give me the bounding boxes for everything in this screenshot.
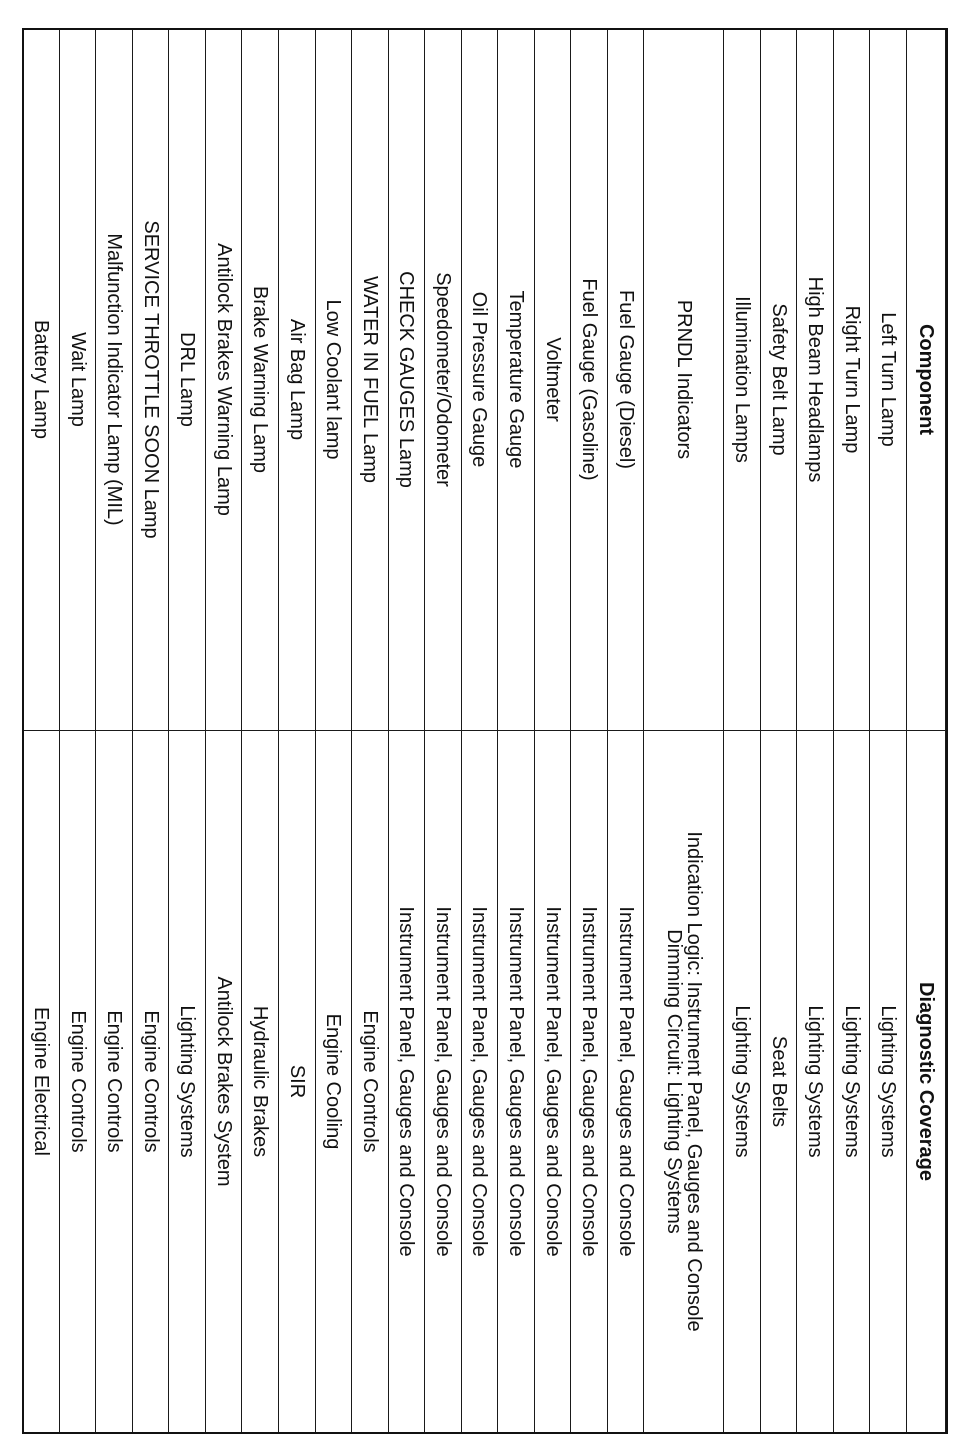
component-cell: Right Turn Lamp [833, 29, 870, 731]
table-header-row [907, 29, 946, 1433]
diagnostic-coverage-table [22, 28, 946, 1432]
table-row [870, 29, 907, 1433]
table-row [534, 29, 571, 1433]
component-cell: PRNDL Indicators [644, 29, 724, 731]
table-row [132, 29, 169, 1433]
component-cell: Voltmeter [534, 29, 571, 731]
table-row [205, 29, 242, 1433]
table-row [607, 29, 644, 1433]
table-row [724, 29, 761, 1433]
table-row [425, 29, 462, 1433]
table-row [352, 29, 389, 1433]
table-row [242, 29, 279, 1433]
header-diagnostic-coverage: Diagnostic Coverage [907, 731, 946, 1433]
coverage-line-dimming-circuit: Dimming Circuit: Lighting Systems [662, 929, 685, 1234]
header-component: Component [907, 29, 946, 731]
table-row [498, 29, 535, 1433]
coverage-cell: Hydraulic Brakes [242, 731, 279, 1433]
component-cell: Speedometer/Odometer [425, 29, 462, 731]
table-row [279, 29, 316, 1433]
coverage-cell: Engine Controls [59, 731, 96, 1433]
table-row [59, 29, 96, 1433]
table-row [833, 29, 870, 1433]
coverage-cell: Engine Controls [96, 731, 133, 1433]
coverage-cell: Engine Cooling [315, 731, 352, 1433]
coverage-cell: Instrument Panel, Gauges and Console [498, 731, 535, 1433]
coverage-cell: Instrument Panel, Gauges and Console [388, 731, 425, 1433]
table-row [23, 29, 60, 1433]
coverage-cell: Instrument Panel, Gauges and Console [425, 731, 462, 1433]
coverage-cell: Antilock Brakes System [205, 731, 242, 1433]
coverage-cell: Engine Controls [132, 731, 169, 1433]
coverage-cell: Instrument Panel, Gauges and Console [607, 731, 644, 1433]
coverage-cell: Seat Belts [760, 731, 797, 1433]
table-row [571, 29, 608, 1433]
coverage-cell: Lighting Systems [797, 731, 834, 1433]
coverage-cell: Lighting Systems [724, 731, 761, 1433]
component-cell: SERVICE THROTTLE SOON Lamp [132, 29, 169, 731]
component-cell: Brake Warning Lamp [242, 29, 279, 731]
component-cell: Left Turn Lamp [870, 29, 907, 731]
rotated-table-container [22, 28, 946, 1432]
coverage-cell: Lighting Systems [833, 731, 870, 1433]
component-cell: CHECK GAUGES Lamp [388, 29, 425, 731]
component-cell: DRL Lamp [169, 29, 206, 731]
table-row [644, 29, 724, 1433]
coverage-cell: Instrument Panel, Gauges and Console [534, 731, 571, 1433]
component-cell: Oil Pressure Gauge [461, 29, 498, 731]
coverage-cell: Instrument Panel, Gauges and Console [461, 731, 498, 1433]
table-row [169, 29, 206, 1433]
table-row [760, 29, 797, 1433]
table-row [797, 29, 834, 1433]
component-cell: Fuel Gauge (Gasoline) [571, 29, 608, 731]
coverage-cell: Engine Electrical [23, 731, 60, 1433]
component-cell: Fuel Gauge (Diesel) [607, 29, 644, 731]
component-cell: Wait Lamp [59, 29, 96, 731]
component-cell: Temperature Gauge [498, 29, 535, 731]
component-cell: Air Bag Lamp [279, 29, 316, 731]
coverage-cell: SIR [279, 731, 316, 1433]
table-row [96, 29, 133, 1433]
coverage-cell: Lighting Systems [169, 731, 206, 1433]
table-row [315, 29, 352, 1433]
coverage-line-indication-logic: Indication Logic: Instrument Panel, Gauges and Console [682, 831, 705, 1332]
coverage-cell: Lighting Systems [870, 731, 907, 1433]
component-cell: High Beam Headlamps [797, 29, 834, 731]
table-row [461, 29, 498, 1433]
component-cell: WATER IN FUEL Lamp [352, 29, 389, 731]
component-cell: Malfunction Indicator Lamp (MIL) [96, 29, 133, 731]
coverage-cell: Engine Controls [352, 731, 389, 1433]
component-cell: Safety Belt Lamp [760, 29, 797, 731]
document-page [22, 28, 946, 1432]
component-cell: Illumination Lamps [724, 29, 761, 731]
component-cell: Antilock Brakes Warning Lamp [205, 29, 242, 731]
coverage-cell: Instrument Panel, Gauges and Console [571, 731, 608, 1433]
component-cell: Low Coolant lamp [315, 29, 352, 731]
component-cell: Battery Lamp [23, 29, 60, 731]
coverage-cell [644, 731, 724, 1433]
table-row [388, 29, 425, 1433]
